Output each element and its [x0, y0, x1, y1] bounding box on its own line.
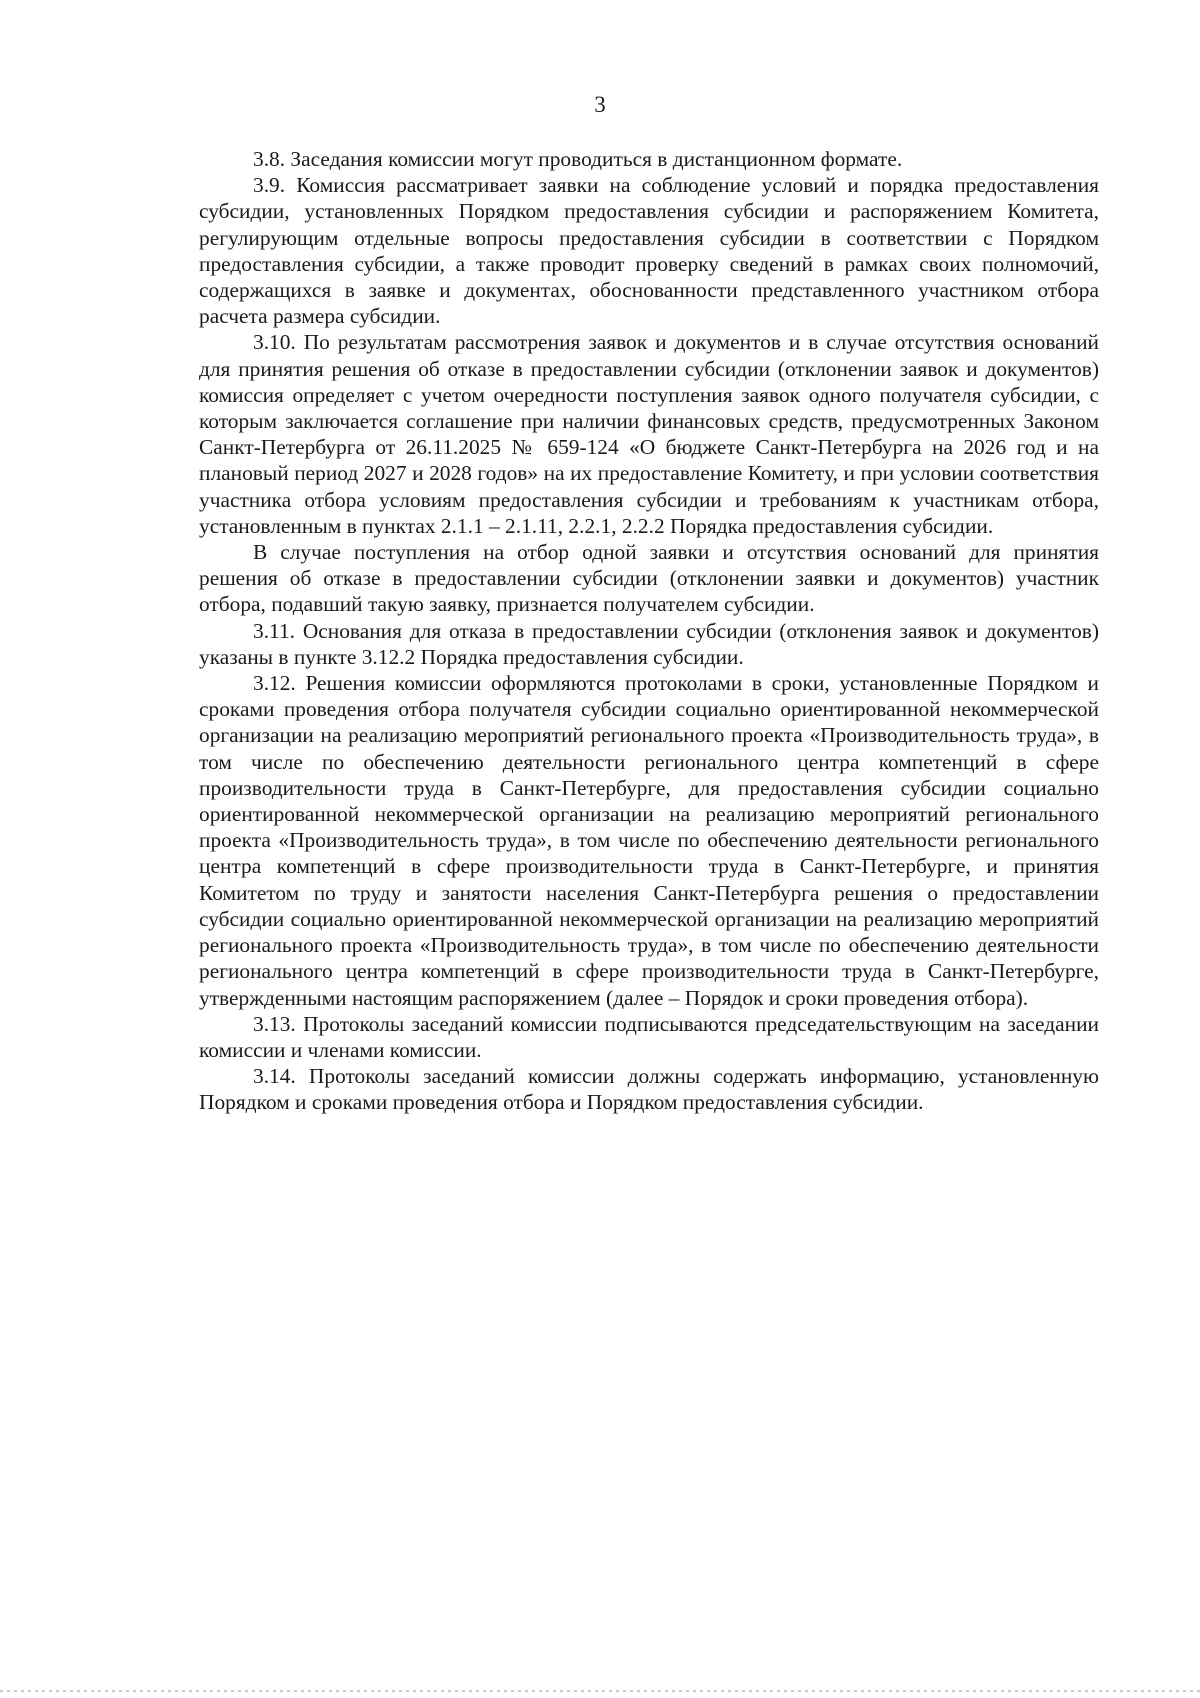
paragraph-3-10: 3.10. По результатам рассмотрения заявок и документов и в случае отсутствия оснований для принятия решения об отказе в предоставлении субсидии (отклонении заявок и документов) комиссия определяет с учетом очередности поступления заявок одного получателя субсидии, с которым заключается соглашение при наличии финансовых средств, предусмотренных Законом Санкт-Петербурга от 26.11.2025 № 659-124 «О бюджете Санкт-Петербурга на 2026 год и на плановый период 2027 и 2028 годов» на их предоставление Комитету, и при условии соответствия участника отбора условиям предоставления субсидии и требованиям к участникам отбора, установленным в пунктах 2.1.1 – 2.1.11, 2.2.1, 2.2.2 Порядка предоставления субсидии. — [199, 330, 1099, 538]
page-number: 3 — [594, 92, 606, 117]
document-body — [199, 146, 1099, 1116]
paragraph-3-11: 3.11. Основания для отказа в предоставлении субсидии (отклонения заявок и документов) указаны в пункте 3.12.2 Порядка предоставления субсидии. — [199, 618, 1099, 669]
scan-edge-line — [0, 1690, 1200, 1692]
paragraph-3-12: 3.12. Решения комиссии оформляются протоколами в сроки, установленные Порядком и сроками проведения отбора получателя субсидии социально ориентированной некоммерческой организации на реализацию мероприятий регионального проекта «Производительность труда», в том числе по обеспечению деятельности регионального центра компетенций в сфере производительности труда в Санкт-Петербурге, для предоставления субсидии социально ориентированной некоммерческой организации на реализацию мероприятий регионального проекта «Производительность труда», в том числе по обеспечению деятельности регионального центра компетенций в сфере производительности труда в Санкт-Петербурге, и принятия Комитетом по труду и занятости населения Санкт-Петербурга решения о предоставлении субсидии социально ориентированной некоммерческой организации на реализацию мероприятий регионального проекта «Производительность труда», в том числе по обеспечению деятельности регионального центра компетенций в сфере производительности труда в Санкт-Петербурге, утвержденными настоящим распоряжением (далее – Порядок и сроки проведения отбора). — [199, 671, 1099, 1010]
paragraph-3-9: 3.9. Комиссия рассматривает заявки на соблюдение условий и порядка предоставления субсидии, установленных Порядком предоставления субсидии и распоряжением Комитета, регулирующим отдельные вопросы предоставления субсидии в соответствии с Порядком предоставления субсидии, а также проводит проверку сведений в рамках своих полномочий, содержащихся в заявке и документах, обоснованности представленного участником отбора расчета размера субсидии. — [199, 173, 1099, 329]
paragraph-3-13: 3.13. Протоколы заседаний комиссии подписываются председательствующим на заседании комиссии и членами комиссии. — [199, 1011, 1099, 1062]
paragraph-3-14: 3.14. Протоколы заседаний комиссии должны содержать информацию, установленную Порядком и сроками проведения отбора и Порядком предоставления субсидии. — [199, 1064, 1099, 1115]
paragraph-3-8: 3.8. Заседания комиссии могут проводиться в дистанционном формате. — [253, 147, 903, 171]
paragraph-3-10-continuation: В случае поступления на отбор одной заявки и отсутствия оснований для принятия решения об отказе в предоставлении субсидии (отклонении заявки и документов) участник отбора, подавший такую заявку, признается получателем субсидии. — [199, 540, 1099, 617]
